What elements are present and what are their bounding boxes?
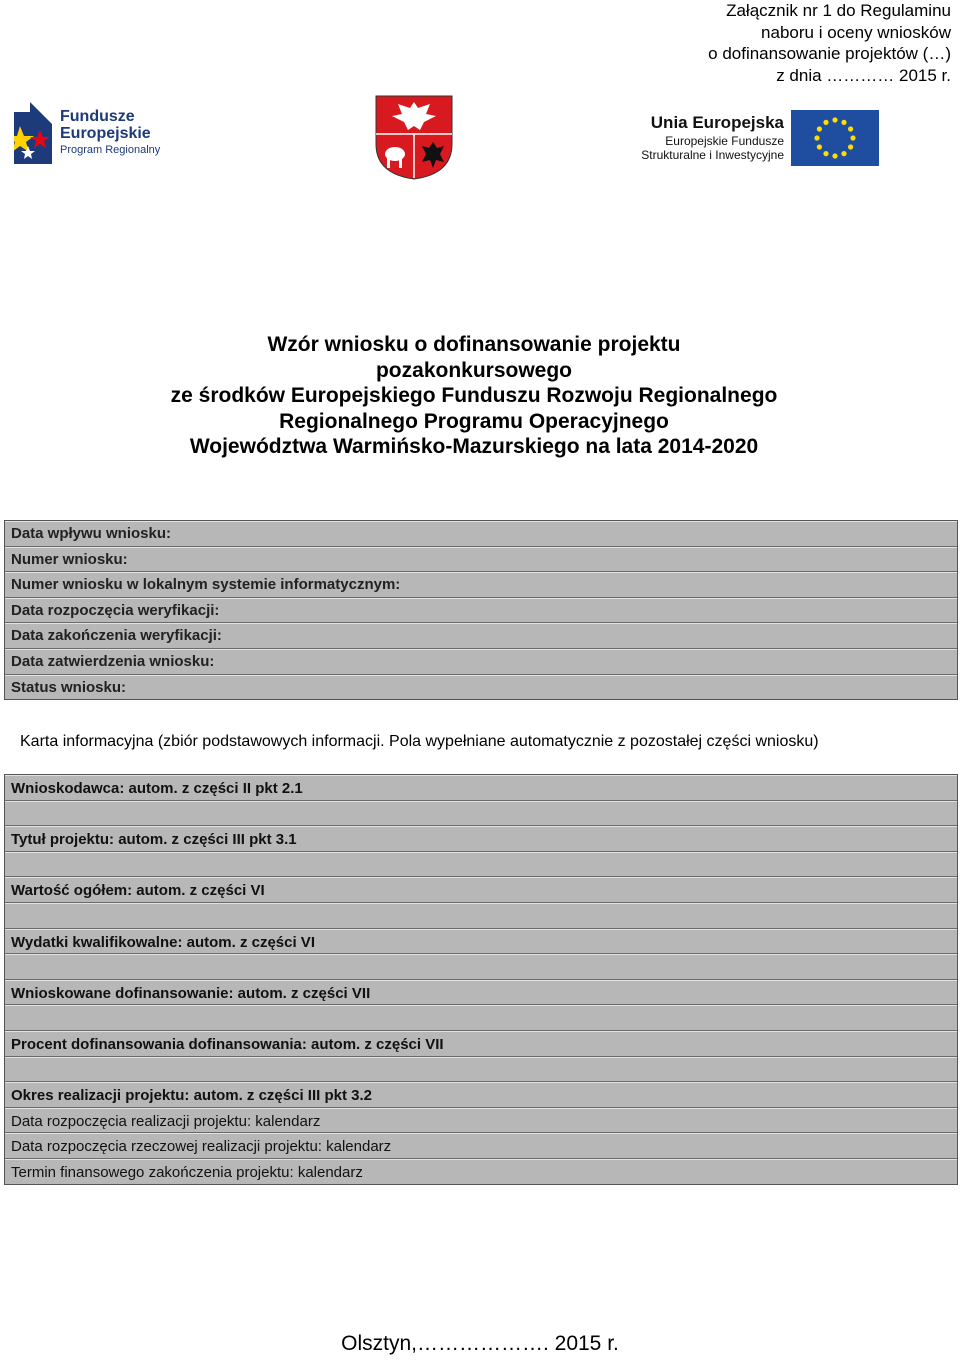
label-funding-percent: Procent dofinansowania dofinansowania: autom. z części VII [5, 1031, 957, 1057]
field-project-start-date[interactable]: Data rozpoczęcia realizacji projektu: kalendarz [5, 1108, 957, 1134]
fundusze-europejskie-logo [14, 102, 174, 166]
label-total-value: Wartość ogółem: autom. z części VI [5, 877, 957, 903]
field-financial-end-date[interactable]: Termin finansowego zakończenia projektu: kalendarz [5, 1159, 957, 1184]
info-card-description: Karta informacyjna (zbiór podstawowych informacji. Pola wypełniane automatycznie z pozostałej części wniosku) [20, 733, 819, 750]
label-applicant: Wnioskodawca: autom. z części II pkt 2.1 [5, 775, 957, 801]
attachment-line: o dofinansowanie projektów (…) [708, 44, 951, 63]
fe-logo-line: Program Regionalny [60, 144, 161, 156]
title-line: ze środków Europejskiego Funduszu Rozwoju Regionalnego [170, 384, 778, 407]
value-applicant[interactable] [5, 801, 957, 827]
value-funding-percent[interactable] [5, 1057, 957, 1083]
field-approval-date[interactable]: Data zatwierdzenia wniosku: [5, 649, 957, 675]
field-date-received[interactable]: Data wpływu wniosku: [5, 521, 957, 547]
field-local-system-number[interactable]: Numer wniosku w lokalnym systemie informatycznym: [5, 572, 957, 598]
value-eligible-expenses[interactable] [5, 954, 957, 980]
field-verification-start[interactable]: Data rozpoczęcia weryfikacji: [5, 598, 957, 624]
voivodeship-coat-of-arms-icon [374, 94, 454, 185]
ue-logo-line: Unia Europejska [650, 113, 784, 132]
value-total-value[interactable] [5, 903, 957, 929]
label-project-period: Okres realizacji projektu: autom. z części III pkt 3.2 [5, 1082, 957, 1108]
field-status[interactable]: Status wniosku: [5, 675, 957, 700]
attachment-line: naboru i oceny wniosków [761, 22, 951, 42]
registration-table [4, 520, 958, 700]
label-project-title: Tytuł projektu: autom. z części III pkt 3.1 [5, 826, 957, 852]
fe-logo-line: Fundusze [60, 108, 135, 125]
info-card-table [4, 774, 958, 1185]
title-line: pozakonkursowego [375, 358, 573, 382]
title-line: Wzór wniosku o dofinansowanie projektu [267, 333, 681, 356]
eu-flag-icon [791, 110, 879, 166]
attachment-note [611, 0, 951, 86]
title-line: Województwa Warmińsko-Mazurskiego na lata 2014-2020 [189, 435, 759, 458]
value-requested-funding[interactable] [5, 1005, 957, 1031]
fe-logo-line: Europejskie [60, 125, 151, 142]
label-requested-funding: Wnioskowane dofinansowanie: autom. z części VII [5, 980, 957, 1006]
field-verification-end[interactable]: Data zakończenia weryfikacji: [5, 623, 957, 649]
value-project-title[interactable] [5, 852, 957, 878]
ue-logo-line: Europejskie Fundusze [665, 134, 784, 148]
field-application-number[interactable]: Numer wniosku: [5, 547, 957, 573]
document-title [0, 332, 948, 460]
ue-logo-line: Strukturalne i Inwestycyjne [641, 148, 784, 162]
logo-bar [0, 92, 960, 182]
attachment-line: z dnia ………… 2015 r. [776, 65, 951, 85]
unia-europejska-logo [634, 110, 879, 170]
label-eligible-expenses: Wydatki kwalifikowalne: autom. z części VI [5, 929, 957, 955]
attachment-line: Załącznik nr 1 do Regulaminu [726, 1, 951, 20]
field-material-start-date[interactable]: Data rozpoczęcia rzeczowej realizacji projektu: kalendarz [5, 1133, 957, 1159]
place-and-date: Olsztyn,………………. 2015 r. [341, 1332, 619, 1355]
fe-star-icon [14, 102, 54, 166]
title-line: Regionalnego Programu Operacyjnego [279, 409, 669, 433]
